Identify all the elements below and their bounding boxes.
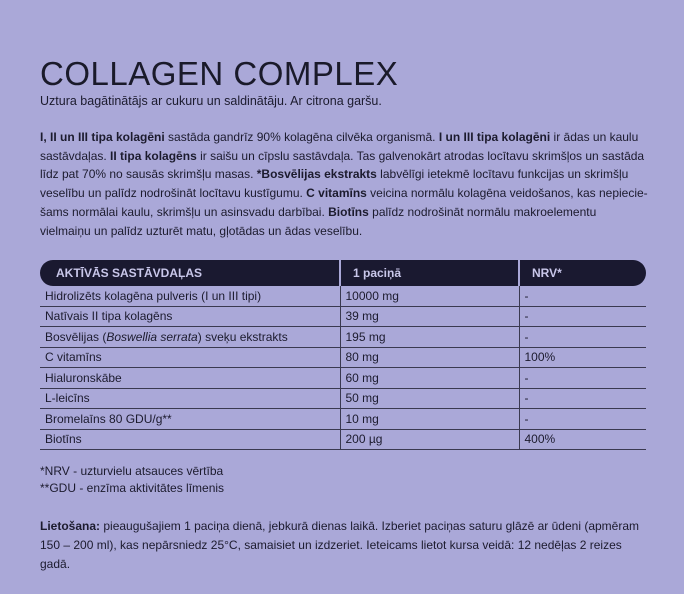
ingredient-nrv: 100% <box>519 347 646 368</box>
header-ingredients: AKTĪVĀS SASTĀVDAĻAS <box>40 260 340 286</box>
ingredient-nrv: - <box>519 368 646 389</box>
usage-label: Lietošana: <box>40 519 101 534</box>
footnotes <box>40 463 650 497</box>
product-subtitle: Uztura bagātinātājs ar cukuru un saldinātāju. Ar citrona garšu. <box>40 94 382 108</box>
header-per-sachet: 1 paciņā <box>340 260 519 286</box>
supplement-label <box>40 55 650 574</box>
desc-bold-5: C vitamīns <box>306 186 367 201</box>
table-row <box>40 286 646 306</box>
table-row <box>40 388 646 409</box>
usage-instructions <box>40 517 650 574</box>
ingredient-nrv: - <box>519 388 646 409</box>
product-title: COLLAGEN COMPLEX <box>40 55 399 92</box>
footnote-nrv: *NRV - uzturvielu atsauces vērtība <box>40 464 224 479</box>
ingredient-name: Hialuronskābe <box>40 368 340 389</box>
desc-bold-1: I, II un III tipa kolagēni <box>40 130 165 144</box>
ingredient-name-post: ) sveķu ekstrakts <box>197 329 288 344</box>
ingredient-amount: 195 mg <box>340 327 519 348</box>
desc-text-6: palīdz nodrošināt normālu makroelementu vielmaiņu un palīdz uzturēt matu, gļotādas un ādas veselību. <box>40 204 597 238</box>
ingredient-name <box>40 327 340 348</box>
ingredient-name: C vitamīns <box>40 347 340 368</box>
ingredient-amount: 10 mg <box>340 409 519 430</box>
desc-bold-4: *Bosvēlijas ekstrakts <box>256 167 377 182</box>
desc-bold-3: II tipa kolagēns <box>110 148 197 163</box>
ingredient-amount: 200 µg <box>340 429 519 450</box>
table-row <box>40 306 646 327</box>
table-row <box>40 327 646 348</box>
table-row <box>40 347 646 368</box>
ingredients-table <box>40 260 646 450</box>
ingredient-name: Biotīns <box>40 429 340 450</box>
ingredient-nrv: 400% <box>519 429 646 450</box>
ingredient-nrv: - <box>519 286 646 306</box>
ingredient-name-pre: Bosvēlijas ( <box>45 329 107 344</box>
desc-text-3: ir saišu un cīpslu sastāvdaļa. Tas galvenokārt atrodas locītavu skrimšļos un sastāda līdz pat 70% no sausās skrimšļu masas. <box>40 148 645 182</box>
ingredient-amount: 10000 mg <box>340 286 519 306</box>
table-row <box>40 368 646 389</box>
ingredient-name: Natīvais II tipa kolagēns <box>40 306 340 327</box>
ingredient-nrv: - <box>519 409 646 430</box>
desc-bold-2: I un III tipa kolagēni <box>438 130 551 144</box>
ingredient-name: L-leicīns <box>40 388 340 409</box>
footnote-gdu: **GDU - enzīma aktivitātes līmenis <box>40 481 225 496</box>
desc-text-5: veicina normālu kolagēna veidošanos, kas nepiecie-šams normālai kaulu, skrimšļu un asinsvadu darbībai. <box>40 186 648 219</box>
ingredient-name-latin: Boswellia serrata <box>106 329 198 344</box>
desc-text-1: sastāda gandrīz 90% kolagēna cilvēka organismā. <box>164 130 439 144</box>
desc-bold-6: Biotīns <box>328 204 369 219</box>
table-row <box>40 429 646 450</box>
header-nrv: NRV* <box>519 260 646 286</box>
table-header-row <box>40 260 646 286</box>
desc-text-4: labvēlīgi ietekmē locītavu funkcijas un skrimšļu veselību un palīdz nodrošināt locītavu kustīgumu. <box>40 167 629 201</box>
ingredient-amount: 80 mg <box>340 347 519 368</box>
product-description <box>40 128 650 240</box>
table-row <box>40 409 646 430</box>
ingredient-name: Hidrolizēts kolagēna pulveris (I un III tipi) <box>40 286 340 306</box>
ingredient-nrv: - <box>519 306 646 327</box>
ingredient-amount: 39 mg <box>340 306 519 327</box>
ingredient-amount: 50 mg <box>340 388 519 409</box>
usage-text: pieaugušajiem 1 paciņa dienā, jebkurā dienas laikā. Izberiet paciņas saturu glāzē ar ūdeni (apmēram 150 – 200 ml), kas nepārsniedz 25°C, samaisiet un izdzeriet. Ieteicams lietot kursa veidā: 12 nedēļas 2 reizes gadā. <box>40 519 640 572</box>
ingredient-nrv: - <box>519 327 646 348</box>
desc-text-2: ir ādas un kaulu sastāvdaļas. <box>40 130 639 163</box>
ingredient-name: Bromelaīns 80 GDU/g** <box>40 409 340 430</box>
ingredient-amount: 60 mg <box>340 368 519 389</box>
